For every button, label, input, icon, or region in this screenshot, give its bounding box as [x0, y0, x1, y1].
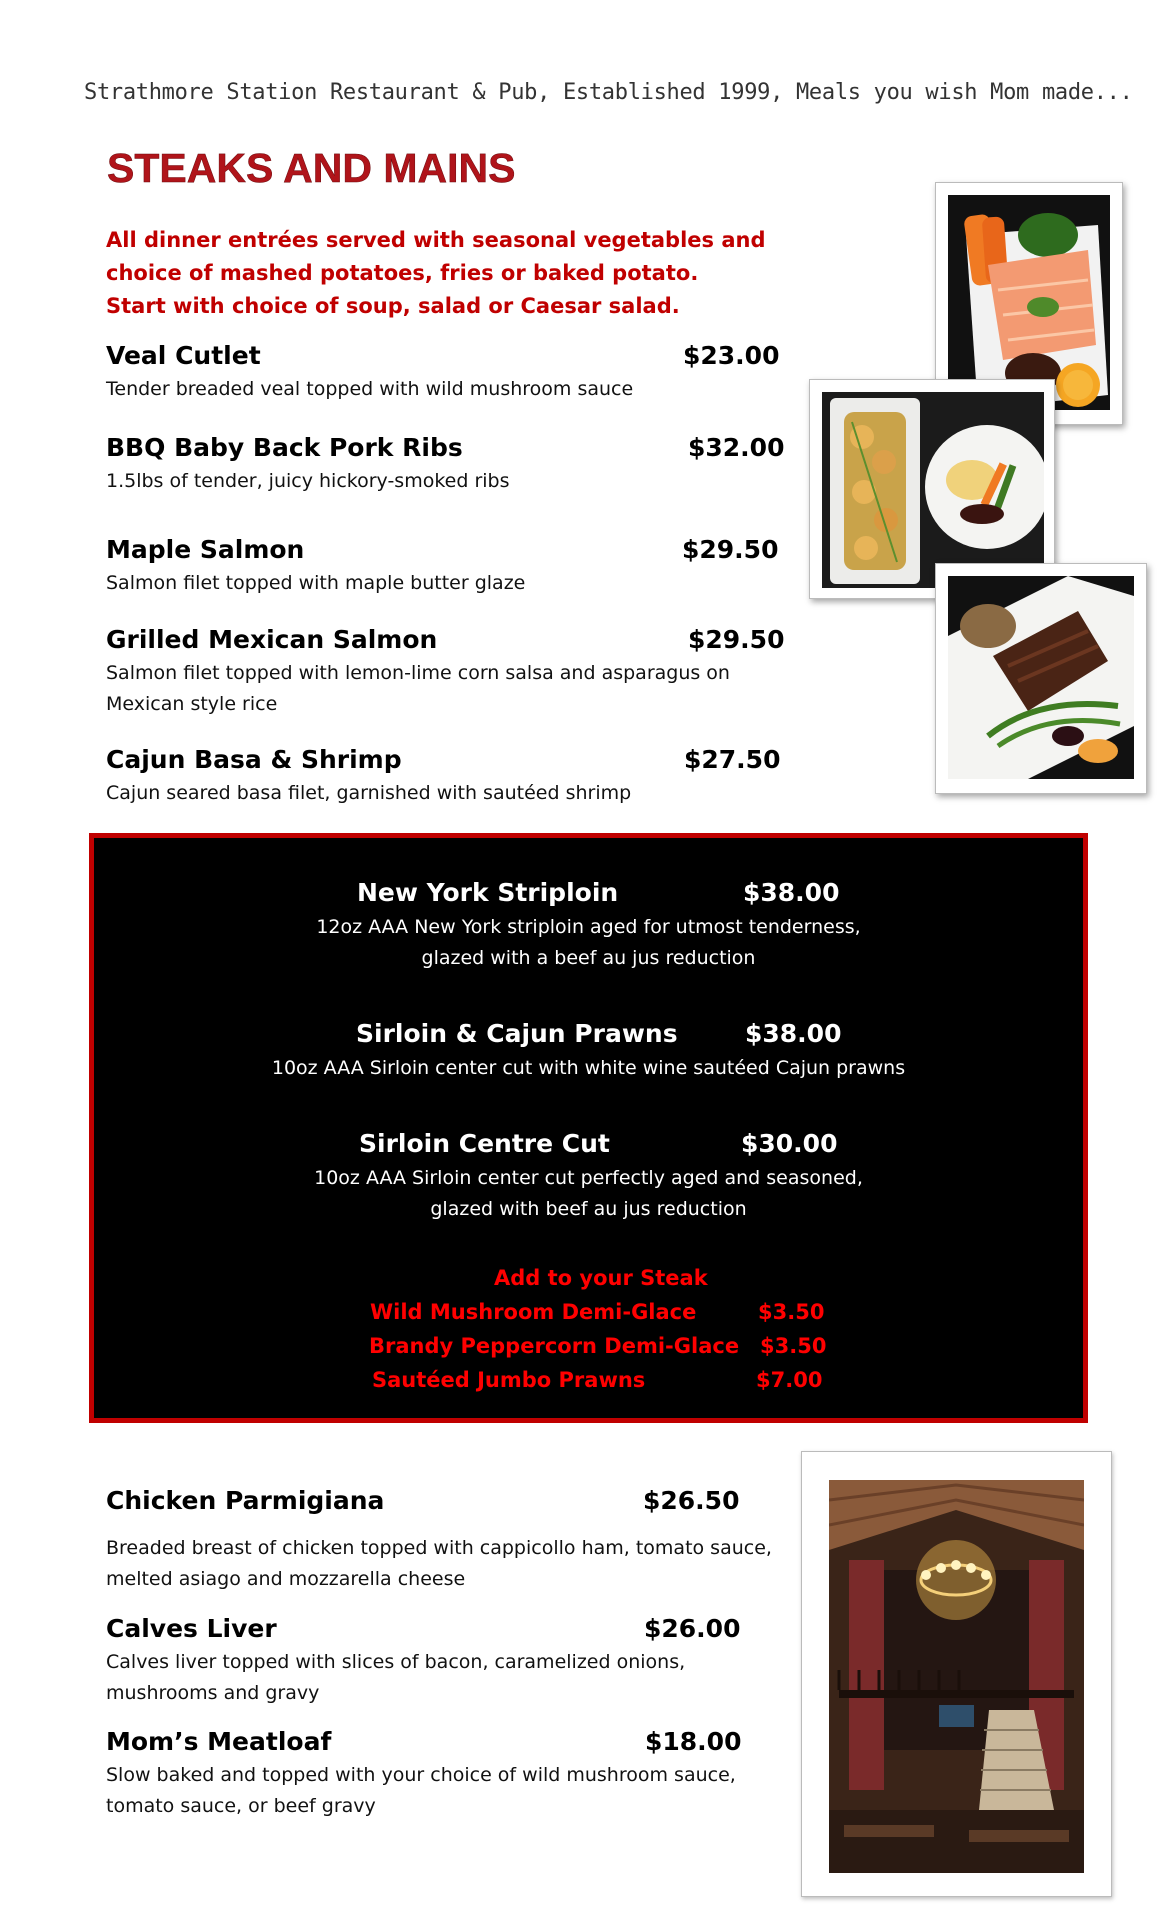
menu-item	[106, 625, 785, 720]
addon-price: $3.50	[758, 1300, 825, 1324]
item-description: mushrooms and gravy	[106, 1682, 320, 1704]
menu-item	[106, 745, 781, 809]
section-intro	[106, 224, 766, 323]
intro-line: Start with choice of soup, salad or Caesar salad.	[106, 294, 680, 318]
addon-price: $7.00	[756, 1368, 823, 1392]
item-description: Breaded breast of chicken topped with cappicollo ham, tomato sauce,	[106, 1537, 772, 1559]
item-name: Veal Cutlet	[106, 341, 261, 370]
item-name: Cajun Basa & Shrimp	[106, 745, 402, 774]
menu-item	[106, 1727, 742, 1822]
interior-image	[829, 1480, 1084, 1873]
item-price: $32.00	[688, 433, 785, 462]
steak-name: New York Striploin	[357, 878, 619, 907]
intro-line: All dinner entrées served with seasonal vegetables and	[106, 228, 766, 252]
addon-title: Add to your Steak	[494, 1266, 708, 1290]
menu-item	[106, 1614, 741, 1709]
addon-name: Brandy Peppercorn Demi-Glace	[369, 1334, 740, 1358]
steak-item	[94, 1129, 1083, 1225]
steak-item	[94, 1019, 1083, 1084]
steak-description: glazed with beef au jus reduction	[430, 1198, 747, 1220]
item-name: Calves Liver	[106, 1614, 277, 1643]
item-description: Salmon filet topped with lemon-lime corn salsa and asparagus on	[106, 662, 730, 684]
item-description: Tender breaded veal topped with wild mushroom sauce	[106, 378, 634, 400]
item-name: Mom’s Meatloaf	[106, 1727, 332, 1756]
item-description: Slow baked and topped with your choice of wild mushroom sauce,	[106, 1764, 736, 1786]
menu-item	[106, 433, 785, 497]
steak-price: $38.00	[743, 878, 840, 907]
menu-item	[106, 535, 779, 599]
steak-price: $30.00	[741, 1129, 838, 1158]
menu-item	[106, 341, 780, 405]
item-name: Maple Salmon	[106, 535, 305, 564]
addon-name: Sautéed Jumbo Prawns	[372, 1368, 646, 1392]
menu-item	[106, 1486, 772, 1595]
steak-name: Sirloin & Cajun Prawns	[356, 1019, 678, 1048]
item-description: Calves liver topped with slices of bacon, caramelized onions,	[106, 1651, 686, 1673]
steak-photo	[935, 563, 1147, 794]
item-price: $29.50	[688, 625, 785, 654]
item-description: Cajun seared basa filet, garnished with sautéed shrimp	[106, 782, 632, 804]
item-price: $26.50	[643, 1486, 740, 1515]
shrimp-plate-image	[822, 392, 1044, 588]
steak-name: Sirloin Centre Cut	[359, 1129, 610, 1158]
section-title: STEAKS AND MAINS	[107, 145, 516, 191]
item-description: Salmon filet topped with maple butter glaze	[106, 572, 526, 594]
steak-description: 10oz AAA Sirloin center cut with white wine sautéed Cajun prawns	[271, 1057, 906, 1079]
item-name: Chicken Parmigiana	[106, 1486, 385, 1515]
item-price: $26.00	[644, 1614, 741, 1643]
item-description: melted asiago and mozzarella cheese	[106, 1568, 466, 1590]
steak-item	[94, 878, 1083, 974]
salmon-plate-image	[948, 195, 1110, 410]
steak-description: 10oz AAA Sirloin center cut perfectly aged and seasoned,	[314, 1167, 863, 1189]
item-name: Grilled Mexican Salmon	[106, 625, 438, 654]
addon-price: $3.50	[760, 1334, 827, 1358]
item-price: $18.00	[645, 1727, 742, 1756]
restaurant-tagline: Strathmore Station Restaurant & Pub, Established 1999, Meals you wish Mom made...	[84, 80, 1133, 105]
item-description: Mexican style rice	[106, 693, 278, 715]
item-description: tomato sauce, or beef gravy	[106, 1795, 376, 1817]
steak-feature-box	[89, 833, 1088, 1423]
steak-price: $38.00	[745, 1019, 842, 1048]
steak-description: 12oz AAA New York striploin aged for utmost tenderness,	[316, 916, 861, 938]
restaurant-interior-photo	[801, 1451, 1112, 1897]
addon-name: Wild Mushroom Demi-Glace	[370, 1300, 697, 1324]
item-name: BBQ Baby Back Pork Ribs	[106, 433, 463, 462]
item-price: $23.00	[683, 341, 780, 370]
item-price: $29.50	[682, 535, 779, 564]
item-description: 1.5lbs of tender, juicy hickory-smoked ribs	[106, 470, 510, 492]
steak-description: glazed with a beef au jus reduction	[421, 947, 756, 969]
steak-plate-image	[948, 576, 1134, 779]
intro-line: choice of mashed potatoes, fries or baked potato.	[106, 261, 699, 285]
item-price: $27.50	[684, 745, 781, 774]
